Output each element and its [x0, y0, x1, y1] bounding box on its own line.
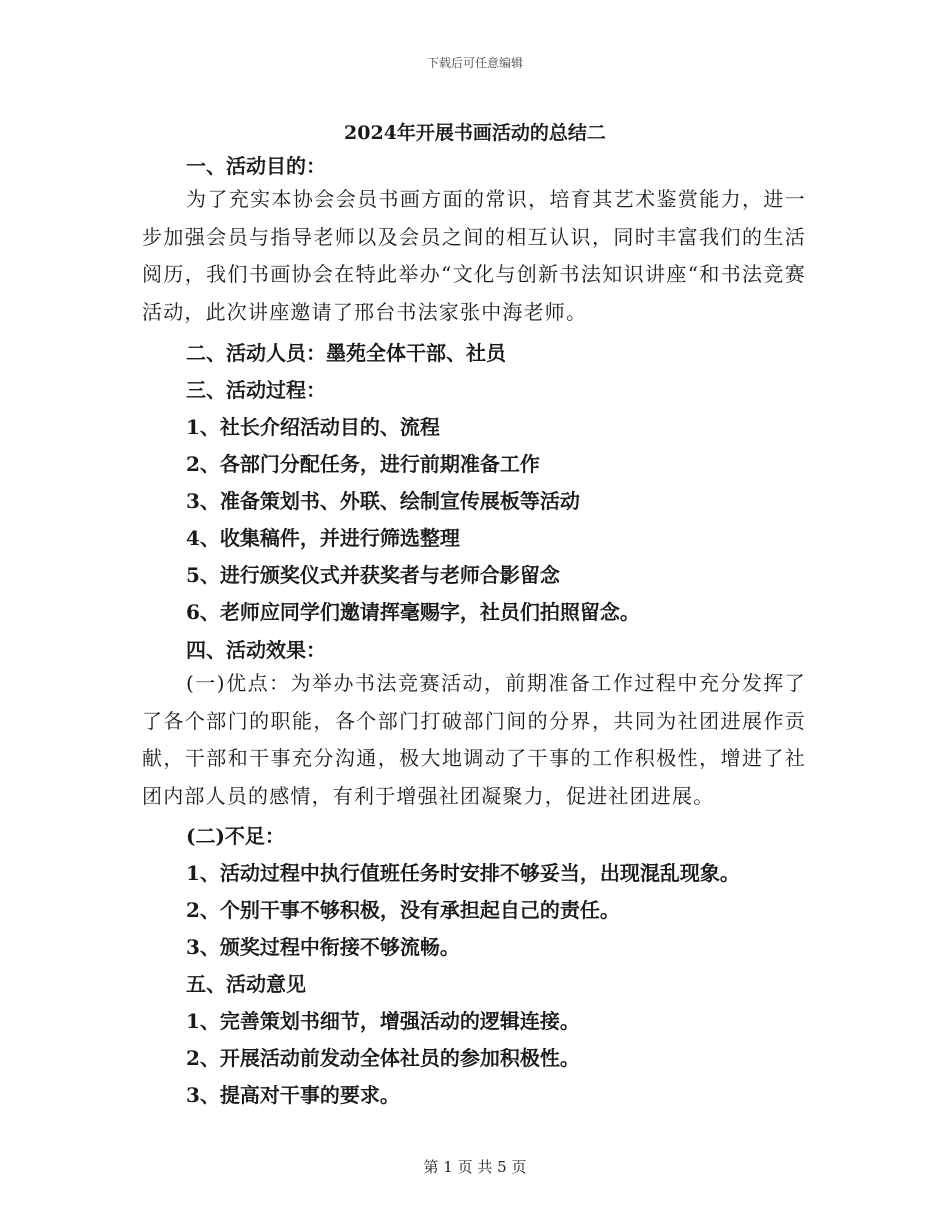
- section-3-heading: 三、活动过程：: [186, 378, 326, 402]
- section-4-advantages-paragraph: (一)优点：为举办书法竞赛活动，前期准备工作过程中充分发挥了了各个部门的职能，各个部门打破部门间的分界，共同为社团进展作贡献，干部和干事充分沟通，极大地调动了干事的工作积极性，增进了社团内部人员的感情，有利于增强社团凝聚力，促进社团进展。: [142, 671, 806, 808]
- section-5-heading: 五、活动意见: [186, 972, 306, 996]
- document-title: 2024年开展书画活动的总结二: [344, 122, 606, 144]
- suggestion-item-3: 3、提高对干事的要求。: [186, 1083, 400, 1107]
- page-number-footer: 第 1 页 共 5 页: [423, 1158, 527, 1176]
- page-header-note: 下载后可任意编辑: [426, 56, 523, 70]
- process-item-3: 3、准备策划书、外联、绘制宣传展板等活动: [186, 489, 580, 513]
- shortcoming-item-1: 1、活动过程中执行值班任务时安排不够妥当，出现混乱现象。: [186, 861, 740, 885]
- process-item-5: 5、进行颁奖仪式并获奖者与老师合影留念: [186, 563, 560, 587]
- section-1-heading: 一、活动目的：: [186, 154, 326, 178]
- process-item-6: 6、老师应同学们邀请挥毫赐字，社员们拍照留念。: [186, 600, 640, 624]
- section-2-heading: 二、活动人员：墨苑全体干部、社员: [186, 341, 506, 365]
- process-item-1: 1、社长介绍活动目的、流程: [186, 415, 440, 439]
- suggestion-item-1: 1、完善策划书细节，增强活动的逻辑连接。: [186, 1009, 580, 1033]
- shortcoming-item-3: 3、颁奖过程中衔接不够流畅。: [186, 935, 460, 959]
- process-item-4: 4、收集稿件，并进行筛选整理: [186, 526, 460, 550]
- process-item-2: 2、各部门分配任务，进行前期准备工作: [186, 452, 540, 476]
- suggestion-item-2: 2、开展活动前发动全体社员的参加积极性。: [186, 1046, 580, 1070]
- section-1-paragraph: 为了充实本协会会员书画方面的常识，培育其艺术鉴赏能力，进一步加强会员与指导老师以及会员之间的相互认识，同时丰富我们的生活阅历，我们书画协会在特此举办“文化与创新书法知识讲座“和书法竞赛活动，此次讲座邀请了邢台书法家张中海老师。: [142, 187, 806, 324]
- section-4-shortcomings-heading: (二)不足：: [186, 824, 285, 848]
- shortcoming-item-2: 2、个别干事不够积极，没有承担起自己的责任。: [186, 898, 620, 922]
- section-4-heading: 四、活动效果：: [186, 638, 326, 662]
